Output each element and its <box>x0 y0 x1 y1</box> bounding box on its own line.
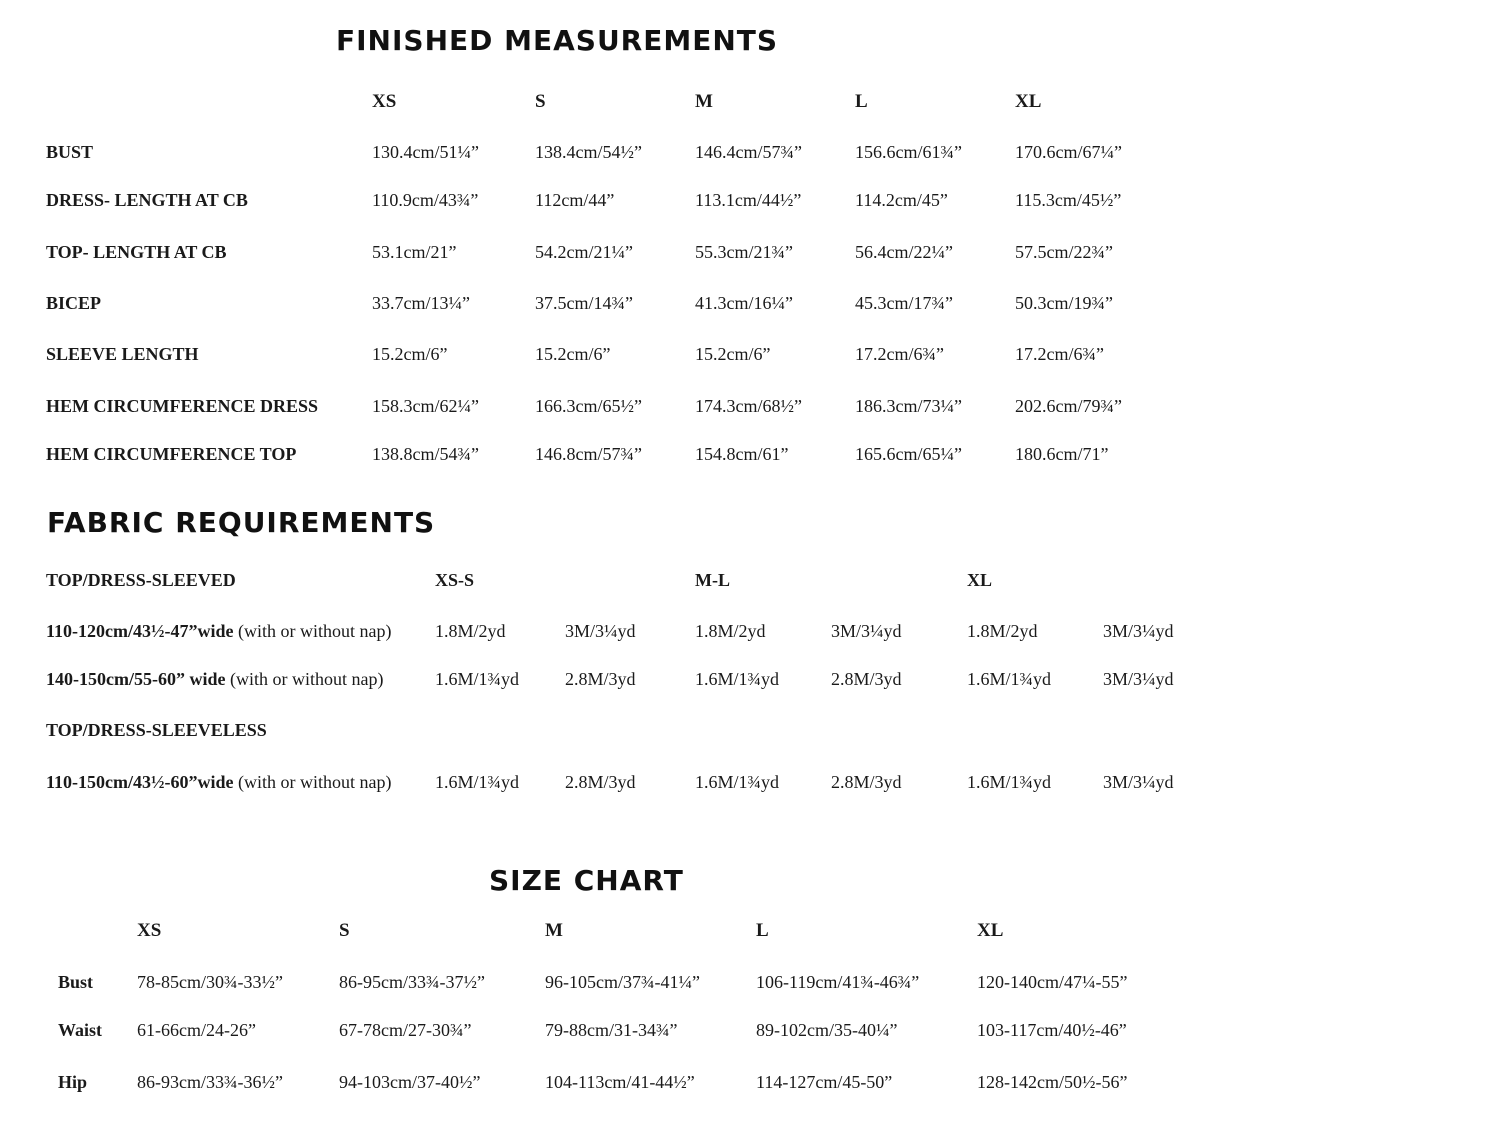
body-measure-value: 61-66cm/24-26” <box>137 1020 256 1040</box>
measurement-label: BUST <box>46 142 94 162</box>
size-group-xs-s: XS-S <box>435 570 475 590</box>
size-header-s: S <box>535 91 546 112</box>
measurement-label: DRESS- LENGTH AT CB <box>46 190 248 210</box>
measurement-value: 138.8cm/54¾” <box>372 444 479 464</box>
fabric-amount: 1.8M/2yd <box>695 621 766 641</box>
measurement-value: 113.1cm/44½” <box>695 190 802 210</box>
fabric-amount: 1.6M/1¾yd <box>435 669 520 689</box>
fabric-amount: 3M/3¼yd <box>1103 621 1174 641</box>
body-measure-value: 104-113cm/41-44½” <box>545 1072 695 1092</box>
measurement-value: 202.6cm/79¾” <box>1015 396 1122 416</box>
fabric-amount: 2.8M/3yd <box>831 772 902 792</box>
fabric-width-value: 110-120cm/43½-47”wide <box>46 621 234 641</box>
fabric-amount: 1.6M/1¾yd <box>695 772 780 792</box>
fabric-amount: 1.8M/2yd <box>435 621 506 641</box>
measurement-value: 154.8cm/61” <box>695 444 789 464</box>
size-header-l: L <box>855 91 868 112</box>
sleeved-label: TOP/DRESS-SLEEVED <box>46 570 236 590</box>
fabric-amount: 1.6M/1¾yd <box>967 669 1052 689</box>
measurement-value: 15.2cm/6” <box>372 344 448 364</box>
measurement-value: 180.6cm/71” <box>1015 444 1109 464</box>
measurement-value: 17.2cm/6¾” <box>1015 344 1104 364</box>
fabric-amount: 3M/3¼yd <box>565 621 636 641</box>
sleeveless-label: TOP/DRESS-SLEEVELESS <box>46 720 267 740</box>
fabric-width <box>46 621 391 642</box>
body-measure-value: 79-88cm/31-34¾” <box>545 1020 678 1040</box>
measurement-label: BICEP <box>46 293 102 313</box>
measurement-value: 112cm/44” <box>535 190 615 210</box>
fabric-amount: 2.8M/3yd <box>565 669 636 689</box>
size-group-m-l: M-L <box>695 570 730 590</box>
measurement-value: 165.6cm/65¼” <box>855 444 962 464</box>
body-measure-value: 103-117cm/40½-46” <box>977 1020 1127 1040</box>
fabric-width-value: 110-150cm/43½-60”wide <box>46 772 234 792</box>
size-header-s: S <box>339 920 350 941</box>
body-measure-value: 78-85cm/30¾-33½” <box>137 972 283 992</box>
body-measure-label: Hip <box>58 1072 88 1092</box>
body-measure-value: 120-140cm/47¼-55” <box>977 972 1128 992</box>
measurement-label: HEM CIRCUMFERENCE DRESS <box>46 396 319 416</box>
finished-measurements-title: FINISHED MEASUREMENTS <box>336 24 779 57</box>
fabric-amount: 2.8M/3yd <box>565 772 636 792</box>
measurement-value: 158.3cm/62¼” <box>372 396 479 416</box>
measurement-value: 156.6cm/61¾” <box>855 142 962 162</box>
body-measure-value: 106-119cm/41¾-46¾” <box>756 972 920 992</box>
size-group-xl: XL <box>967 570 993 590</box>
measurement-value: 15.2cm/6” <box>695 344 771 364</box>
measurement-value: 138.4cm/54½” <box>535 142 642 162</box>
measurement-value: 15.2cm/6” <box>535 344 611 364</box>
body-measure-label: Waist <box>58 1020 103 1040</box>
body-measure-value: 86-93cm/33¾-36½” <box>137 1072 283 1092</box>
measurement-value: 53.1cm/21” <box>372 242 457 262</box>
fabric-requirements-title: FABRIC REQUIREMENTS <box>47 506 436 539</box>
measurement-value: 37.5cm/14¾” <box>535 293 633 313</box>
fabric-amount: 1.6M/1¾yd <box>695 669 780 689</box>
measurement-value: 55.3cm/21¾” <box>695 242 793 262</box>
size-header-xl: XL <box>1015 91 1042 112</box>
measurement-value: 146.8cm/57¾” <box>535 444 642 464</box>
measurement-value: 56.4cm/22¼” <box>855 242 953 262</box>
measurement-label: SLEEVE LENGTH <box>46 344 199 364</box>
body-measure-value: 128-142cm/50½-56” <box>977 1072 1128 1092</box>
fabric-amount: 1.6M/1¾yd <box>435 772 520 792</box>
measurement-value: 186.3cm/73¼” <box>855 396 962 416</box>
measurement-label: HEM CIRCUMFERENCE TOP <box>46 444 297 464</box>
body-measure-value: 96-105cm/37¾-41¼” <box>545 972 700 992</box>
measurement-value: 166.3cm/65½” <box>535 396 642 416</box>
fabric-amount: 3M/3¼yd <box>1103 772 1174 792</box>
fabric-amount: 3M/3¼yd <box>1103 669 1174 689</box>
fabric-amount: 3M/3¼yd <box>831 621 902 641</box>
fabric-width-value: 140-150cm/55-60” wide <box>46 669 226 689</box>
size-header-xs: XS <box>137 920 162 941</box>
body-measure-value: 114-127cm/45-50” <box>756 1072 893 1092</box>
measurement-value: 146.4cm/57¾” <box>695 142 802 162</box>
measurement-value: 130.4cm/51¼” <box>372 142 479 162</box>
body-measure-label: Bust <box>58 972 94 992</box>
fabric-amount: 2.8M/3yd <box>831 669 902 689</box>
body-measure-value: 94-103cm/37-40½” <box>339 1072 481 1092</box>
measurement-value: 17.2cm/6¾” <box>855 344 944 364</box>
measurement-value: 33.7cm/13¼” <box>372 293 470 313</box>
measurement-value: 54.2cm/21¼” <box>535 242 633 262</box>
fabric-nap-note: (with or without nap) <box>225 669 384 689</box>
measurement-value: 170.6cm/67¼” <box>1015 142 1122 162</box>
measurement-value: 174.3cm/68½” <box>695 396 802 416</box>
size-header-m: M <box>695 91 713 112</box>
fabric-amount: 1.6M/1¾yd <box>967 772 1052 792</box>
measurement-value: 114.2cm/45” <box>855 190 948 210</box>
size-header-xl: XL <box>977 920 1004 941</box>
measurement-value: 110.9cm/43¾” <box>372 190 479 210</box>
measurement-label: TOP- LENGTH AT CB <box>46 242 227 262</box>
measurement-value: 57.5cm/22¾” <box>1015 242 1113 262</box>
size-header-l: L <box>756 920 769 941</box>
measurement-value: 115.3cm/45½” <box>1015 190 1122 210</box>
fabric-width <box>46 669 383 690</box>
body-measure-value: 67-78cm/27-30¾” <box>339 1020 472 1040</box>
measurement-value: 45.3cm/17¾” <box>855 293 953 313</box>
measurement-value: 41.3cm/16¼” <box>695 293 793 313</box>
fabric-width <box>46 772 391 793</box>
body-measure-value: 89-102cm/35-40¼” <box>756 1020 898 1040</box>
measurement-value: 50.3cm/19¾” <box>1015 293 1113 313</box>
size-chart-title: SIZE CHART <box>489 864 684 897</box>
fabric-amount: 1.8M/2yd <box>967 621 1038 641</box>
size-header-m: M <box>545 920 563 941</box>
fabric-nap-note: (with or without nap) <box>233 621 392 641</box>
size-header-xs: XS <box>372 91 397 112</box>
fabric-nap-note: (with or without nap) <box>233 772 392 792</box>
body-measure-value: 86-95cm/33¾-37½” <box>339 972 485 992</box>
